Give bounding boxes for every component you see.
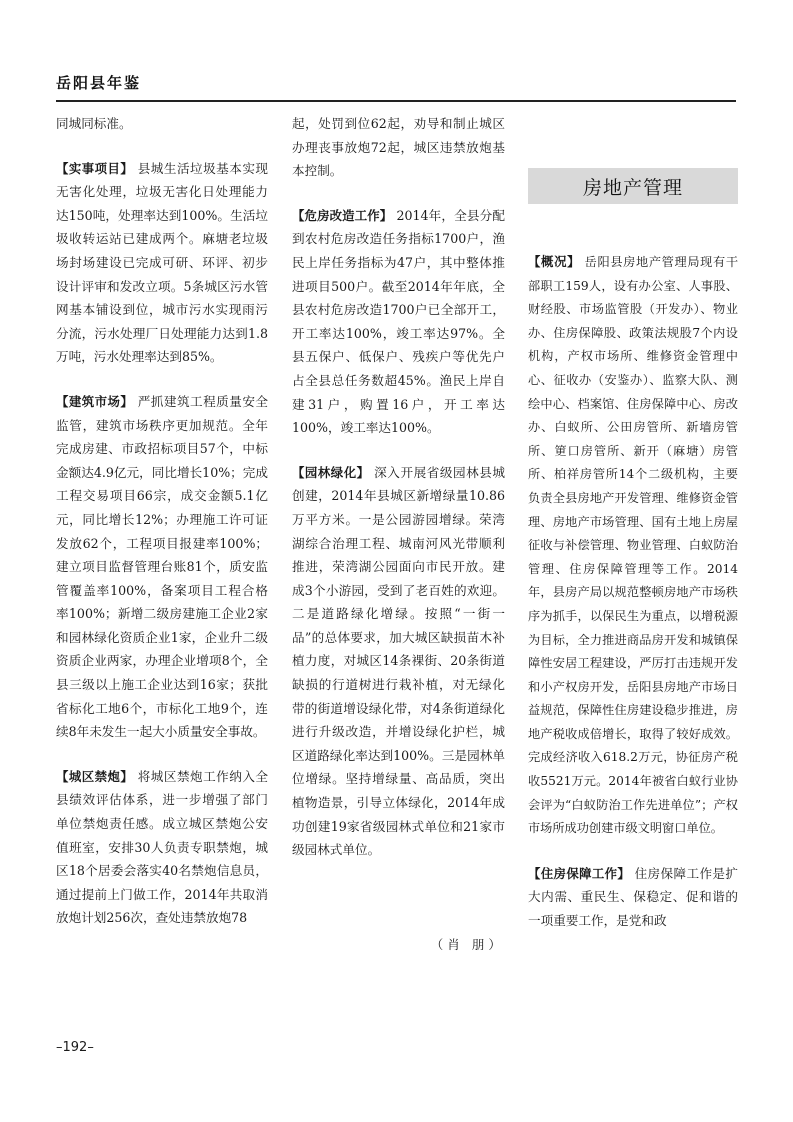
section-label: 【城区禁炮】 — [56, 768, 134, 784]
continued-text: 起，处罚到位62起，劝导和制止城区办理丧事放炮72起，城区违禁放炮基本控制。 — [292, 116, 505, 179]
article-weifang-gaizao — [292, 204, 505, 440]
column-3 — [528, 250, 738, 933]
yearbook-title: 岳阳县年鉴 — [56, 74, 142, 92]
section-label: 【建筑市场】 — [56, 393, 134, 409]
article-zhufang-baozhang — [528, 862, 738, 933]
section-title-banner — [528, 168, 738, 204]
page-number: –192– — [56, 1040, 94, 1055]
section-title: 房地产管理 — [582, 176, 683, 199]
column-2 — [292, 112, 505, 862]
continued-text: 同城同标准。 — [56, 116, 132, 131]
section-label: 【概况】 — [528, 254, 581, 269]
section-body: 2014年，全县分配到农村危房改造任务指标1700户，渔民上岸任务指标为47户，其中整体推进项目500户。截至2014年年底，全县农村危房改造1700户已全部开工，开工率达100%，竣工率达97%。全县五保户、低保户、残疾户等优先户占全县总任务数超45%。渔民上岸自建31户，购置16户，开工率达100%，竣工率达100%。 — [292, 207, 505, 436]
section-body: 深入开展省级园林县城创建，2014年县城区新增绿量10.86万平方米。一是公园游园增绿。荣湾湖综合治理工程、城南河风光带顺利推进，荣湾湖公园面向市民开放。建成3个小游园，受到了老百姓的欢迎。二是道路绿化增绿。按照“一街一品”的总体要求，加大城区缺损苗木补植力度，对城区14条裸街、20条街道缺损的行道树进行栽补植，对无绿化带的街道增设绿化带，对4条街道绿化进行升级改造，并增设绿化护栏，城区道路绿化率达到100%。三是园林单位增绿。坚持增绿量、高品质，突出植物造景，引导立体绿化，2014年成功创建19家省级园林式单位和21家市级园林式单位。 — [292, 464, 506, 858]
article-shishi-xiangmu — [56, 157, 268, 369]
section-label: 【实事项目】 — [56, 160, 134, 176]
section-body: 县城生活垃圾基本实现无害化处理，垃圾无害化日处理能力达150吨，处理率达到100%。生活垃圾收转运站已建成两个。麻塘老垃圾场封场建设已完成可研、环评、初步设计评审和发改立项。5条城区污水管网基本铺设到位，城市污水实现雨污分流，污水处理厂日处理能力达到1.8万吨，污水处理率达到85%。 — [56, 160, 269, 365]
article-jianzhu-shichang — [56, 390, 268, 744]
author-credit: （肖 朋） — [430, 937, 505, 952]
running-header — [56, 70, 736, 102]
article-yuanlin-lvhua — [292, 461, 505, 862]
section-label: 【园林绿化】 — [292, 464, 370, 480]
section-body: 住房保障工作是扩大内需、重民生、保稳定、促和谐的一项重要工作，是党和政 — [528, 865, 739, 929]
section-body: 将城区禁炮工作纳入全县绩效评估体系，进一步增强了部门单位禁炮责任感。成立城区禁炮公安值班室，安排30人负责专职禁炮，城区18个居委会落实40名禁炮信息员，通过提前上门做工作，2014年共取消放炮计划256次，查处违禁放炮78 — [56, 768, 269, 926]
section-body: 严抓建筑工程质量安全监管，建筑市场秩序更加规范。全年完成房建、市政招标项目57个，中标金额达4.9亿元，同比增长10%；完成工程交易项目66宗，成交金额5.1亿元，同比增长12%；办理施工许可证发放62个，工程项目报建率100%；建立项目监督管理台账81个，质安监管覆盖率100%，备案项目工程合格率100%；新增二级房建施工企业2家和园林绿化资质企业1家，企业升二级资质企业两家，办理企业增项8个，全县三级以上施工企业达到16家；获批省标化工地6个，市标化工地9个，连续8年未发生一起大小质量安全事故。 — [56, 393, 269, 740]
article-chengqu-jinpao — [56, 765, 268, 930]
section-label: 【危房改造工作】 — [292, 207, 393, 223]
article-gaikuang — [528, 250, 738, 841]
column-1 — [56, 112, 268, 930]
section-body: 岳阳县房地产管理局现有干部职工159人，设有办公室、人事股、财经股、市场监管股（开发办）、物业办、住房保障股、政策法规股7个内设机构，产权市场所、维修资金管理中心、征收办（安鉴办）、监察大队、测绘中心、档案馆、住房保障中心、房改办、白蚁所、公田房管所、新墙房管所、筻口房管所、新开（麻塘）房管所、柏祥房管所14个二级机构，主要负责全县房地产开发管理、维修资金管理、房地产市场管理、国有土地上房屋征收与补偿管理、物业管理、白蚁防治管理、住房保障管理等工作。2014年，县房产局以规范整顿房地产市场秩序为抓手，以保民生为重点，以增税源为目标，全力推进商品房开发和城镇保障性安居工程建设，严厉打击违规开发和小产权房开发，岳阳县房地产市场日益规范，保障性住房建设稳步推进，房地产税收成倍增长，取得了较好成效。完成经济收入618.2万元，协征房产税收5521万元。2014年被省白蚁行业协会评为“白蚁防治工作先进单位”；产权市场所成功创建市级文明窗口单位。 — [528, 255, 739, 836]
section-label: 【住房保障工作】 — [528, 865, 631, 881]
